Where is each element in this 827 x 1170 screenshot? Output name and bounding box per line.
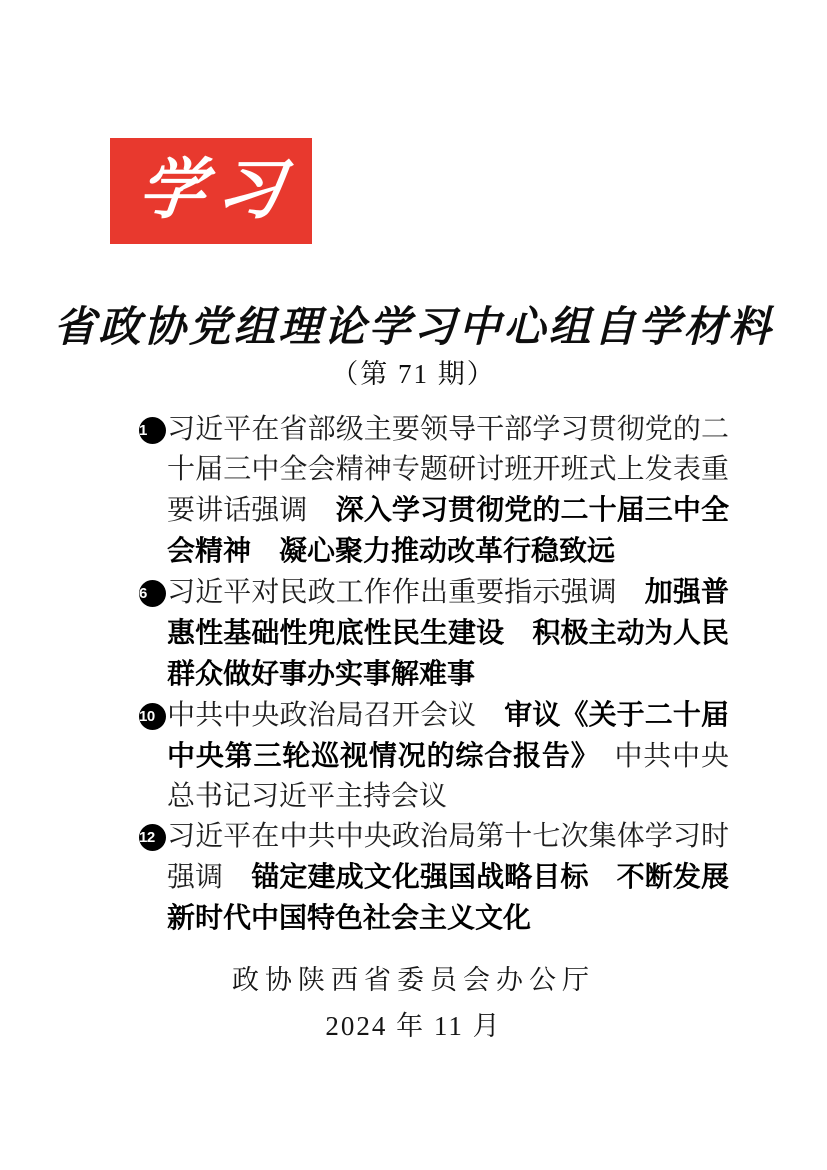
item-number-badge: 1	[139, 417, 166, 444]
item-segment: 锚定建成文化强国战略目标 不断发展新时代中国特色社会主义文化	[167, 861, 729, 933]
item-number-badge: 6	[139, 580, 166, 607]
footer-date: 2024 年 11 月	[325, 1011, 502, 1041]
item-segment: 习近平在省部级主要领导干部学习贯彻党的二十届三中全会精神专题研讨班开班式上发表重要讲话强调	[167, 414, 729, 526]
item-text	[167, 700, 729, 812]
item-text	[167, 821, 729, 934]
issue-number: （第 71 期）	[331, 359, 496, 389]
toc-list	[139, 410, 729, 939]
item-text	[167, 414, 729, 567]
item-segment: 中共中央政治局召开会议	[167, 700, 477, 731]
document-title: 省政协党组理论学习中心组自学材料	[53, 305, 774, 351]
toc-item	[139, 572, 729, 695]
item-segment: 加强普惠性基础性兜底性民生建设 积极主动为人民群众做好事办实事解难事	[167, 576, 729, 689]
toc-item	[139, 817, 729, 939]
item-number-badge: 10	[139, 703, 166, 730]
footer-organization: 政协陕西省委员会办公厅	[232, 965, 595, 995]
toc-item	[139, 410, 729, 572]
item-segment: 深入学习贯彻党的二十届三中全会精神 凝心聚力推动改革行稳致远	[167, 494, 729, 566]
item-segment: 习近平对民政工作作出重要指示强调	[167, 577, 617, 608]
masthead-logo-text: 学习	[135, 154, 299, 227]
item-segment: 审议《关于二十届中央第三轮巡视情况的综合报告》	[167, 699, 729, 771]
item-text	[167, 577, 729, 690]
toc-item	[139, 695, 729, 817]
masthead-logo	[110, 138, 312, 244]
item-segment: 习近平在中共中央政治局第十七次集体学习时强调	[167, 821, 729, 893]
item-segment: 中共中央总书记习近平主持会议	[167, 741, 729, 812]
item-number-badge: 12	[139, 824, 166, 851]
